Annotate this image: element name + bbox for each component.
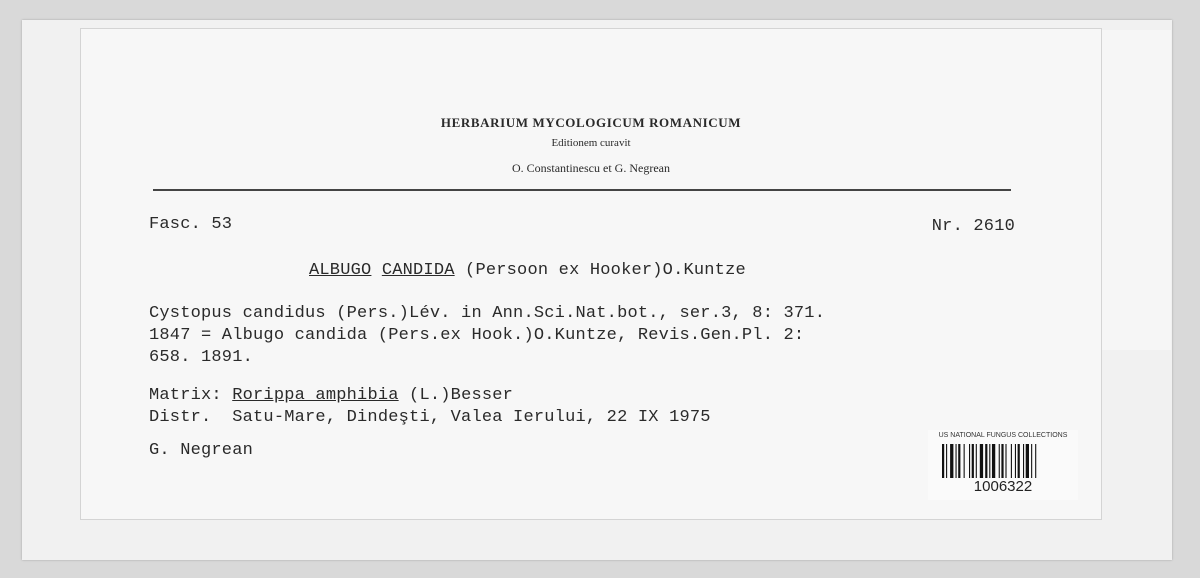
species-epithet: CANDIDA bbox=[381, 261, 455, 280]
barcode-number: 1006322 bbox=[973, 478, 1033, 495]
specimen-number: Nr. 2610 bbox=[931, 217, 1015, 236]
matrix-line bbox=[149, 385, 711, 407]
herbarium-editors: O. Constantinescu et G. Negrean bbox=[512, 161, 670, 175]
synonymy-line-3: 658. 1891. bbox=[149, 348, 254, 367]
fascicle-number: Fasc. 53 bbox=[149, 215, 233, 234]
species-genus: ALBUGO bbox=[309, 261, 372, 280]
barcode-label: US NATIONAL FUNGUS COLLECTIONS bbox=[938, 432, 1068, 439]
matrix-host-author: (L.)Besser bbox=[398, 386, 514, 405]
barcode-sticker bbox=[928, 430, 1078, 500]
synonymy-line-1: Cystopus candidus (Pers.)Lév. in Ann.Sci.Nat.bot., ser.3, 8: 371. bbox=[149, 304, 826, 323]
herbarium-title: HERBARIUM MYCOLOGICUM ROMANICUM bbox=[440, 115, 742, 130]
matrix-block bbox=[149, 385, 711, 429]
species-author: (Persoon ex Hooker)O.Kuntze bbox=[465, 261, 746, 280]
matrix-prefix: Matrix: bbox=[149, 386, 233, 405]
species-name bbox=[309, 261, 746, 280]
distribution-line: Distr. Satu-Mare, Dindeşti, Valea Ierului, 22 IX 1975 bbox=[149, 408, 711, 427]
herbarium-subtitle: Editionem curavit bbox=[551, 137, 631, 149]
matrix-host: Rorippa amphibia bbox=[232, 386, 399, 405]
header-divider bbox=[153, 189, 1011, 191]
collector-name: G. Negrean bbox=[149, 441, 254, 460]
sheet-fold bbox=[1100, 30, 1171, 350]
synonymy bbox=[149, 303, 825, 369]
synonymy-line-2: 1847 = Albugo candida (Pers.ex Hook.)O.Kuntze, Revis.Gen.Pl. 2: bbox=[149, 326, 805, 345]
barcode-icon bbox=[942, 444, 1066, 478]
